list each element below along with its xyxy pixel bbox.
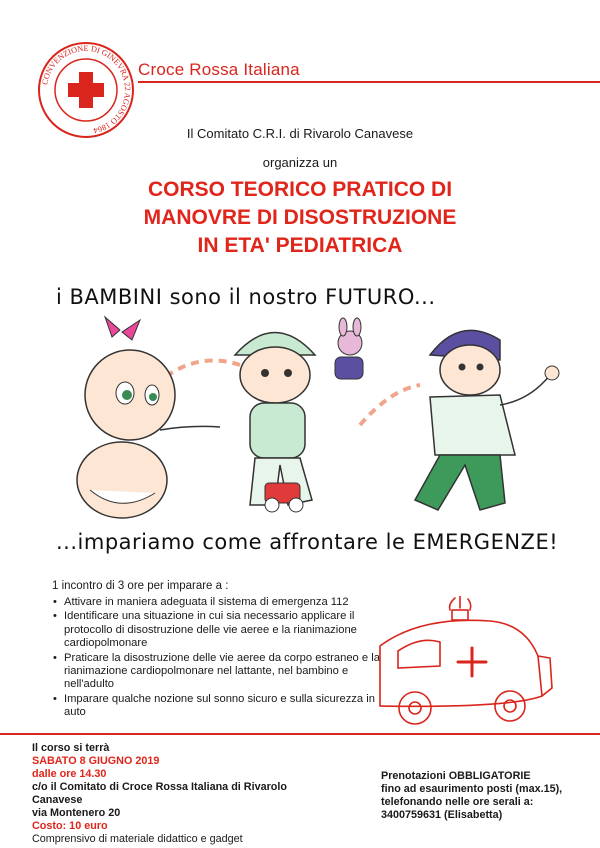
slogan-top: i BAMBINI sono il nostro FUTURO... <box>56 285 436 309</box>
list-item: • Identificare una situazione in cui sia necessario applicare il protocollo di disostruzione delle vie aeree e la rianimazione cardiopolmonare <box>50 610 380 650</box>
course-title-line-3: IN ETA' PEDIATRICA <box>197 234 403 257</box>
venue-address: via Montenero 20 <box>32 807 121 819</box>
course-title-line-1: CORSO TEORICO PRATICO DI <box>147 178 453 201</box>
red-cross-seal <box>36 40 136 140</box>
header-divider <box>138 81 600 83</box>
seal-text: CONVENZIONE DI GINEVRA 22 AGOSTO 1864 <box>40 43 133 136</box>
course-time: dalle ore 14.30 <box>32 768 107 780</box>
course-title-line-2: MANOVRE DI DISOSTRUZIONE <box>143 206 457 229</box>
course-cost: Costo: 10 euro <box>32 820 108 832</box>
children-illustration <box>60 315 580 525</box>
booking-limit: fino ad esaurimento posti (max.15), <box>381 783 563 795</box>
venue-line-2: Canavese <box>32 794 83 806</box>
booking-hours: telefonando nelle ore serali a: <box>381 796 534 808</box>
toddler-figure <box>235 318 363 512</box>
program-intro: 1 incontro di 3 ore per imparare a : <box>52 580 229 592</box>
list-item: • Attivare in maniera adeguata il sistema di emergenza 112 <box>50 596 380 609</box>
list-item: • Imparare qualche nozione sul sonno sicuro e sulla sicurezza in auto <box>50 693 380 720</box>
org-name: Croce Rossa Italiana <box>138 60 300 79</box>
slogan-bottom: ...impariamo come affrontare le EMERGENZE! <box>56 530 559 554</box>
child-figure <box>415 330 559 510</box>
course-date: SABATO 8 GIUGNO 2019 <box>32 755 160 767</box>
venue-line-1: c/o il Comitato di Croce Rossa Italiana di Rivarolo <box>32 781 287 793</box>
program-list <box>50 596 380 721</box>
ambulance-drawing <box>360 596 560 736</box>
course-held-label: Il corso si terrà <box>32 742 110 754</box>
footer-divider <box>0 733 600 735</box>
cost-includes: Comprensivo di materiale didattico e gadget <box>32 833 243 845</box>
list-item: • Praticare la disostruzione delle vie aeree da corpo estraneo e la rianimazione cardiopolmonare nel lattante, nel bambino e nell'adulto <box>50 652 380 692</box>
baby-figure <box>77 317 220 518</box>
booking-title: Prenotazioni OBBLIGATORIE <box>381 770 531 782</box>
booking-phone: 3400759631 (Elisabetta) <box>381 809 503 821</box>
organizes-text: organizza un <box>262 155 338 170</box>
committee-text: Il Comitato C.R.I. di Rivarolo Canavese <box>186 126 414 141</box>
